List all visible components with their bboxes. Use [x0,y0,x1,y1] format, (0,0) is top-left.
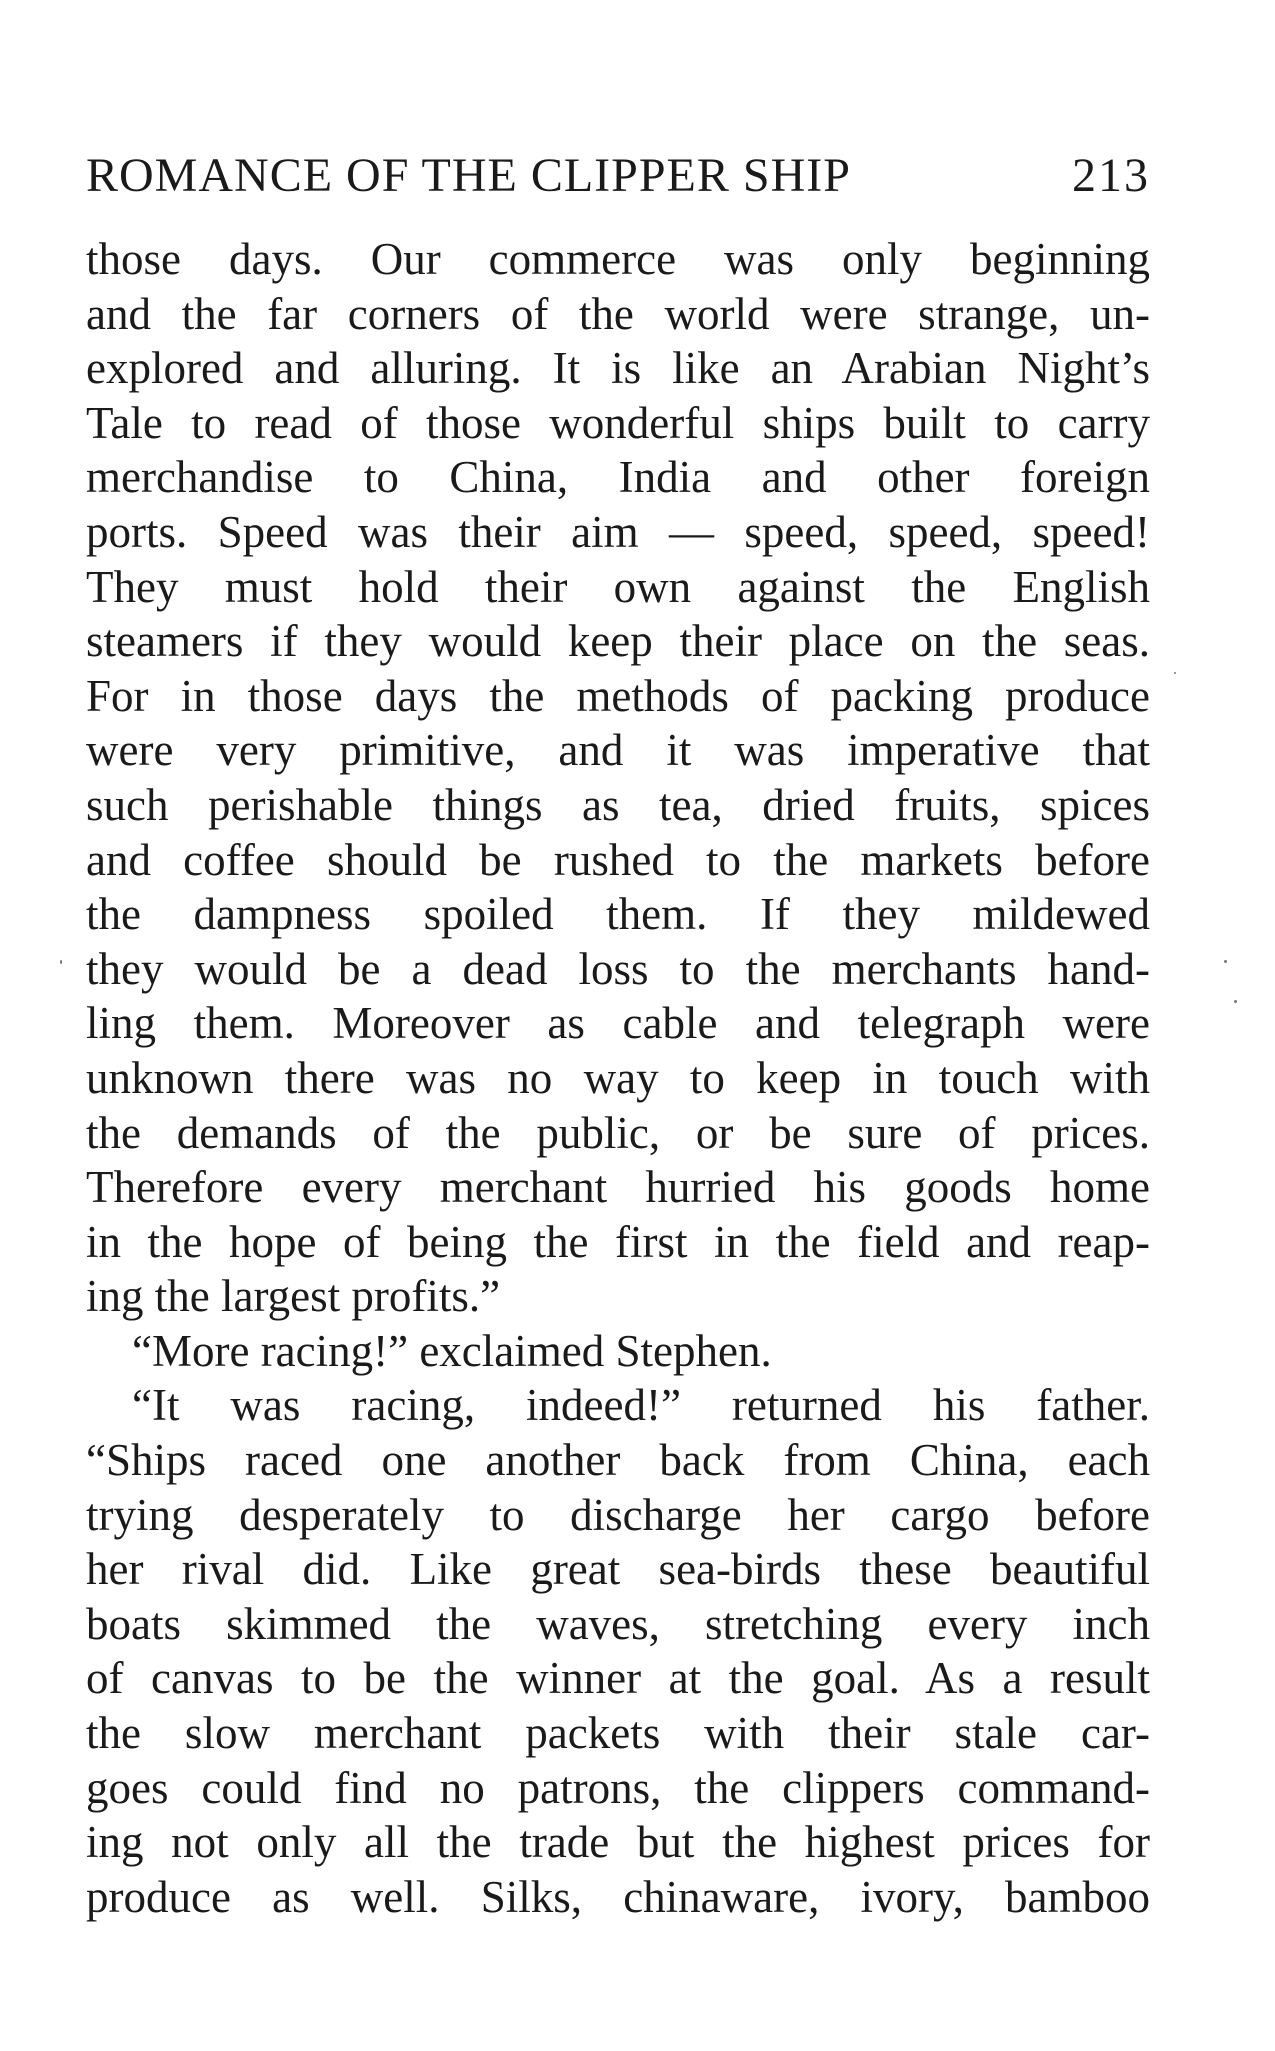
text-line: merchandise to China, India and other foreign [86,452,1150,503]
text-line: unknown there was no way to keep in touch with [86,1052,1150,1103]
paper-speck [1174,672,1176,674]
text-line: they would be a dead loss to the merchants hand- [86,943,1150,994]
text-line: Therefore every merchant hurried his goods home [86,1162,1150,1213]
text-line: They must hold their own against the English [86,561,1150,612]
paper-speck [1224,960,1227,963]
text-line: Tale to read of those wonderful ships built to carry [86,397,1150,448]
text-line: were very primitive, and it was imperative that [86,725,1150,776]
paper-speck [60,960,62,964]
text-line: of canvas to be the winner at the goal. As a result [86,1653,1150,1704]
text-line: and the far corners of the world were strange, un- [86,288,1150,339]
text-line: her rival did. Like great sea-birds these beautiful [86,1544,1150,1595]
text-line-paragraph-start: “It was racing, indeed!” returned his father. [132,1380,1150,1431]
text-line-paragraph-start: “More racing!” exclaimed Stephen. [132,1325,772,1376]
page-header [86,148,1150,204]
text-line: “Ships raced one another back from China, each [86,1435,1150,1486]
text-line: in the hope of being the first in the field and reap- [86,1216,1150,1267]
text-line: ports. Speed was their aim — speed, speed, speed! [86,506,1150,557]
text-line: the slow merchant packets with their stale car- [86,1708,1150,1759]
text-line-paragraph-end: ing the largest profits.” [86,1271,501,1322]
text-line: those days. Our commerce was only beginning [86,234,1150,284]
text-line: trying desperately to discharge her cargo before [86,1489,1150,1540]
page-number: 213 [1072,149,1150,202]
text-line: the dampness spoiled them. If they mildewed [86,889,1150,940]
text-line: produce as well. Silks, chinaware, ivory, bamboo [86,1871,1150,1922]
text-line: For in those days the methods of packing produce [86,670,1150,721]
text-line: ling them. Moreover as cable and telegraph were [86,998,1150,1049]
text-line: and coffee should be rushed to the markets before [86,834,1150,885]
text-line: such perishable things as tea, dried fruits, spices [86,779,1150,830]
body-text [86,232,1150,1924]
text-line: steamers if they would keep their place on the seas. [86,616,1150,667]
text-line: the demands of the public, or be sure of prices. [86,1107,1150,1158]
text-line: explored and alluring. It is like an Arabian Night’s [86,343,1150,394]
text-line: goes could find no patrons, the clippers command- [86,1762,1150,1813]
text-line: ing not only all the trade but the highest prices for [86,1817,1150,1868]
running-head-title: ROMANCE OF THE CLIPPER SHIP [86,149,851,202]
paper-speck [1234,1000,1237,1003]
text-line: boats skimmed the waves, stretching every inch [86,1598,1150,1649]
